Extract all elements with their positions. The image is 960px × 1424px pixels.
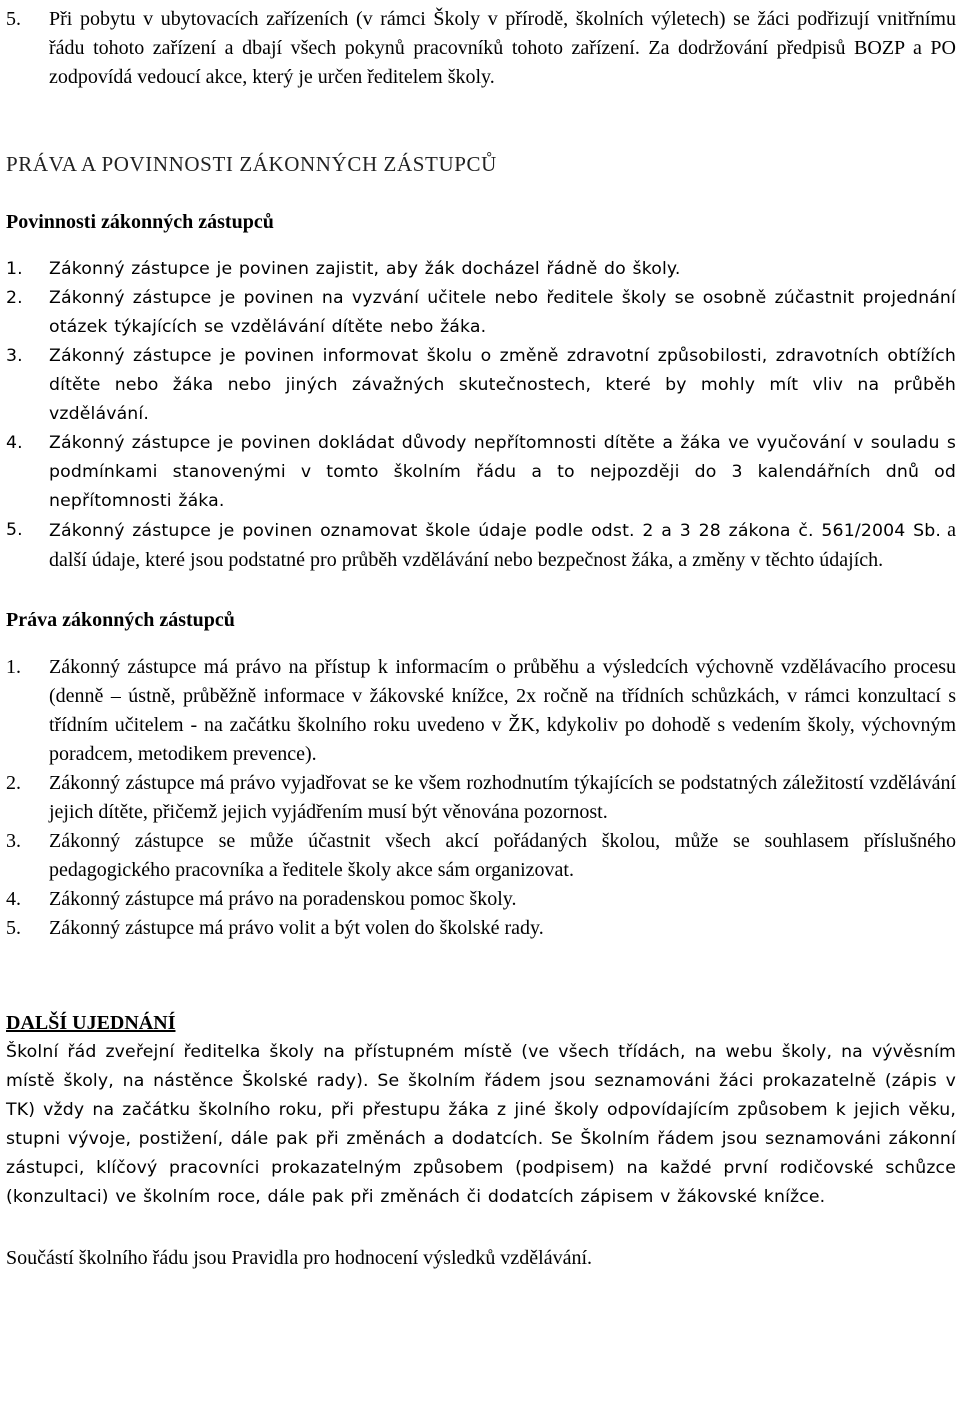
list-item bbox=[6, 653, 956, 769]
further-agreements-paragraph: Školní řád zveřejní ředitelka školy na přístupném místě (ve všech třídách, na webu školy, na vývěsním místě školy, na nástěnce Školské rady). Se školním řádem jsou seznamováni žáci prokazatelně (zápis v TK) vždy na začátku školního roku, při přestupu žáka z jiné školy odpovídajícím způsobem k jejich věku, stupni vývoje, postižení, dále pak při změnách a dodatcích. Se Školním řádem jsou seznamováni zákonní zástupci, klíčový pracovníci prokazatelným způsobem (podpisem) na každé první rodičovské schůzce (konzultaci) ve školním roce, dále pak při změnách či dodatcích zápisem v žákovské knížce. bbox=[6, 1042, 956, 1207]
list-item bbox=[6, 914, 956, 943]
list-text: Zákonný zástupce je povinen na vyzvání učitele nebo ředitele školy se osobně zúčastnit projednání otázek týkajících se vzdělávání dítěte nebo žáka. bbox=[49, 288, 956, 337]
list-text: Zákonný zástupce má právo na přístup k informacím o průběhu a výsledcích výchovně vzdělávacího procesu (denně – ústně, průběžně informace v žákovské knížce, 2x ročně na třídních schůzkách, v rámci konzultací s třídním učitelem - na začátku školního roku uvedeno v ŽK, kdykoliv po dohodě s vedením školy, výchovným poradcem, metodikem prevence). bbox=[49, 656, 956, 765]
list-text: Zákonný zástupce je povinen dokládat důvody nepřítomnosti dítěte a žáka ve vyučování v souladu s podmínkami stanovenými v tomto školním řádu a to nejpozději do 3 kalendářních dnů od nepřítomnosti žáka. bbox=[49, 433, 956, 511]
rights-list bbox=[6, 653, 956, 943]
duties-heading: Povinnosti zákonných zástupců bbox=[6, 211, 274, 233]
list-text: Zákonný zástupce je povinen oznamovat škole údaje podle odst. 2 a 3 28 zákona č. 561/2004 Sb. bbox=[49, 521, 942, 541]
list-item bbox=[6, 255, 956, 284]
list-number: 1. bbox=[6, 259, 23, 279]
list-item bbox=[6, 429, 956, 516]
list-text-continuation: a další údaje, které jsou podstatné pro průběh vzdělávání nebo bezpečnost žáka, a změny v těchto údajích. bbox=[49, 519, 956, 571]
document-page bbox=[6, 5, 956, 1273]
list-item bbox=[6, 885, 956, 914]
list-text: Zákonný zástupce je povinen zajistit, aby žák docházel řádně do školy. bbox=[49, 259, 681, 279]
list-item bbox=[6, 769, 956, 827]
list-number: 5. bbox=[6, 8, 21, 30]
list-number: 3. bbox=[6, 346, 23, 366]
list-text: Zákonný zástupce má právo vyjadřovat se ke všem rozhodnutím týkajících se podstatných záležitostí vzdělávání jejich dítěte, přičemž jejich vyjádřením musí být věnována pozornost. bbox=[49, 772, 956, 823]
list-item bbox=[6, 284, 956, 342]
list-item bbox=[6, 5, 956, 92]
rights-heading: Práva zákonných zástupců bbox=[6, 609, 235, 631]
duties-list bbox=[6, 255, 956, 576]
list-number: 1. bbox=[6, 656, 21, 678]
previous-section-list bbox=[6, 5, 956, 92]
section-title: PRÁVA A POVINNOSTI ZÁKONNÝCH ZÁSTUPCŮ bbox=[6, 152, 497, 176]
list-text: Při pobytu v ubytovacích zařízeních (v rámci Školy v přírodě, školních výletech) se žáci podřizují vnitřnímu řádu tohoto zařízení a dbají všech pokynů pracovníků tohoto zařízení. Za dodržování předpisů BOZP a PO zodpovídá vedoucí akce, který je určen ředitelem školy. bbox=[49, 8, 956, 88]
list-number: 4. bbox=[6, 888, 21, 910]
list-number: 3. bbox=[6, 830, 21, 852]
closing-sentence: Součástí školního řádu jsou Pravidla pro hodnocení výsledků vzdělávání. bbox=[6, 1247, 593, 1269]
list-text: Zákonný zástupce má právo volit a být volen do školské rady. bbox=[49, 917, 544, 939]
list-item bbox=[6, 516, 956, 576]
list-text: Zákonný zástupce má právo na poradenskou pomoc školy. bbox=[49, 888, 517, 910]
list-number: 2. bbox=[6, 288, 23, 308]
list-number: 2. bbox=[6, 772, 21, 794]
further-agreements-heading: DALŠÍ UJEDNÁNÍ bbox=[6, 1012, 176, 1034]
list-number: 5. bbox=[6, 520, 23, 540]
list-text: Zákonný zástupce je povinen informovat školu o změně zdravotní způsobilosti, zdravotních obtížích dítěte nebo žáka nebo jiných závažných skutečnostech, které by mohly mít vliv na průběh vzdělávání. bbox=[49, 346, 956, 424]
list-text: Zákonný zástupce se může účastnit všech akcí pořádaných školou, může se souhlasem příslušného pedagogického pracovníka a ředitele školy akce sám organizovat. bbox=[49, 830, 956, 881]
list-number: 5. bbox=[6, 917, 21, 939]
list-number: 4. bbox=[6, 433, 23, 453]
list-item bbox=[6, 342, 956, 429]
list-item bbox=[6, 827, 956, 885]
